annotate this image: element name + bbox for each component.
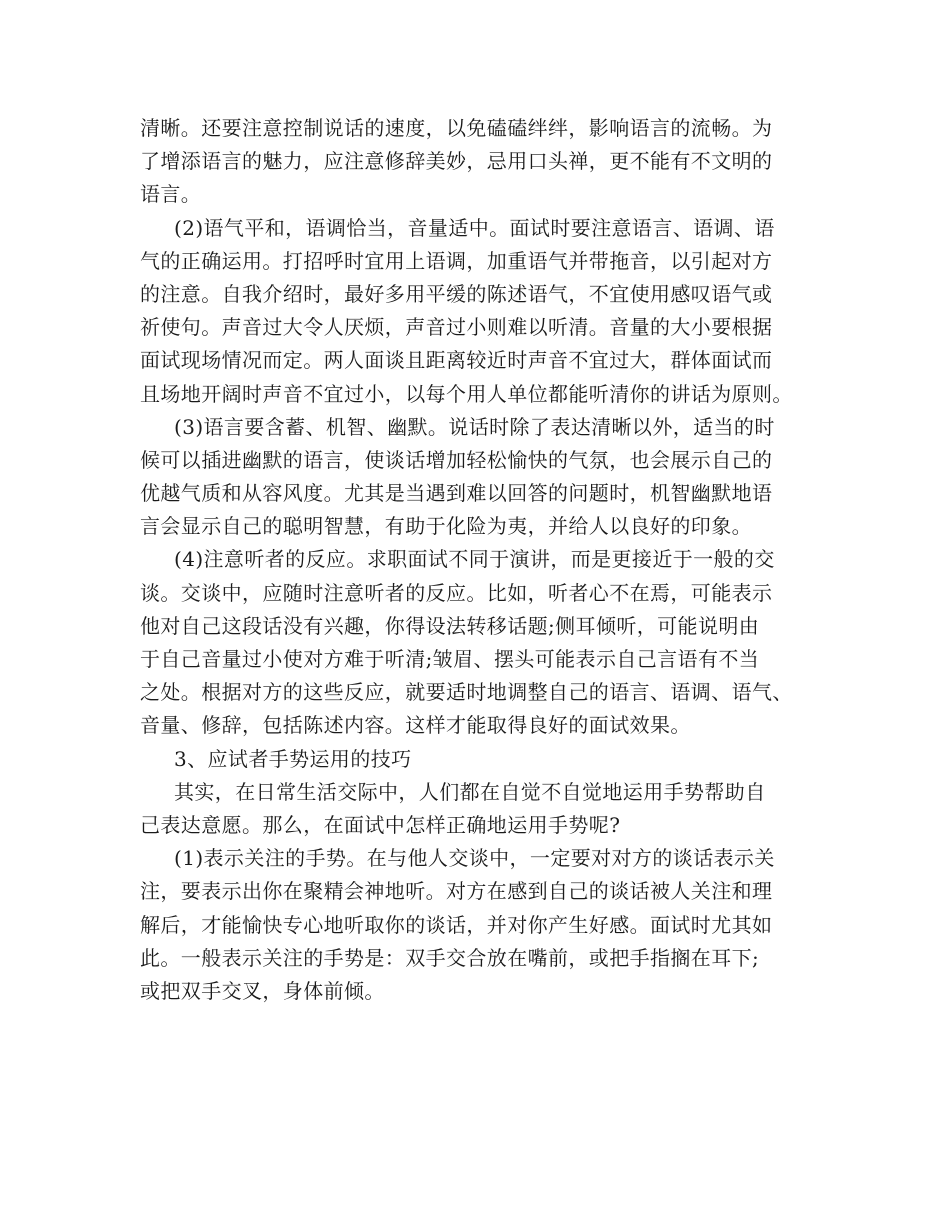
text-line: 己表达意愿。那么，在面试中怎样正确地运用手势呢?: [140, 812, 621, 837]
text-line: 言会显示自己的聪明智慧，有助于化险为夷，并给人以良好的印象。: [140, 514, 752, 539]
text-line: 了增添语言的魅力，应注意修辞美妙，忌用口头禅，更不能有不文明的: [140, 149, 773, 174]
text-line: 语言。: [140, 182, 202, 207]
text-line: 或把双手交叉，身体前倾。: [140, 978, 385, 1003]
text-line: 的注意。自我介绍时，最好多用平缓的陈述语气，不宜使用感叹语气或: [140, 281, 773, 306]
text-line: 此。一般表示关注的手势是：双手交合放在嘴前，或把手指搁在耳下;: [140, 945, 760, 970]
text-line: 谈。交谈中，应随时注意听者的反应。比如，听者心不在焉，可能表示: [140, 580, 773, 605]
text-line: (3)语言要含蓄、机智、幽默。说话时除了表达清晰以外，适当的时: [174, 414, 775, 439]
text-line: 之处。根据对方的这些反应，就要适时地调整自己的语言、语调、语气、: [140, 680, 793, 705]
text-line: 其实，在日常生活交际中，人们都在自觉不自觉地运用手势帮助自: [174, 779, 766, 804]
text-line: (4)注意听者的反应。求职面试不同于演讲，而是更接近于一般的交: [174, 547, 775, 572]
text-line: 于自己音量过小使对方难于听清;皱眉、摆头可能表示自己言语有不当: [140, 647, 760, 671]
text-line: 且场地开阔时声音不宜过小，以每个用人单位都能听清你的讲话为原则。: [140, 381, 793, 406]
text-line: 解后，才能愉快专心地听取你的谈话，并对你产生好感。面试时尤其如: [140, 912, 773, 937]
text-line: 面试现场情况而定。两人面谈且距离较近时声音不宜过大，群体面试而: [140, 348, 773, 373]
text-line: 祈使句。声音过大令人厌烦，声音过小则难以听清。音量的大小要根据: [140, 315, 773, 340]
text-line: (2)语气平和，语调恰当，音量适中。面试时要注意语言、语调、语: [174, 215, 775, 240]
text-line: 气的正确运用。打招呼时宜用上语调，加重语气并带拖音，以引起对方: [140, 248, 773, 273]
section-heading: 3、应试者手势运用的技巧: [174, 746, 412, 771]
text-line: 优越气质和从容风度。尤其是当遇到难以回答的问题时，机智幽默地语: [140, 481, 773, 506]
text-line: 他对自己这段话没有兴趣，你得设法转移话题;侧耳倾听，可能说明由: [140, 613, 760, 638]
text-line: 清晰。还要注意控制说话的速度，以免磕磕绊绊，影响语言的流畅。为: [140, 116, 773, 140]
text-line: 候可以插进幽默的语言，使谈话增加轻松愉快的气氛，也会展示自己的: [140, 447, 773, 472]
text-line: (1)表示关注的手势。在与他人交谈中，一定要对对方的谈话表示关: [174, 846, 775, 871]
document-body: [140, 112, 812, 1008]
text-line: 注，要表示出你在聚精会神地听。对方在感到自己的谈话被人关注和理: [140, 879, 773, 904]
text-line: 音量、修辞，包括陈述内容。这样才能取得良好的面试效果。: [140, 713, 691, 738]
